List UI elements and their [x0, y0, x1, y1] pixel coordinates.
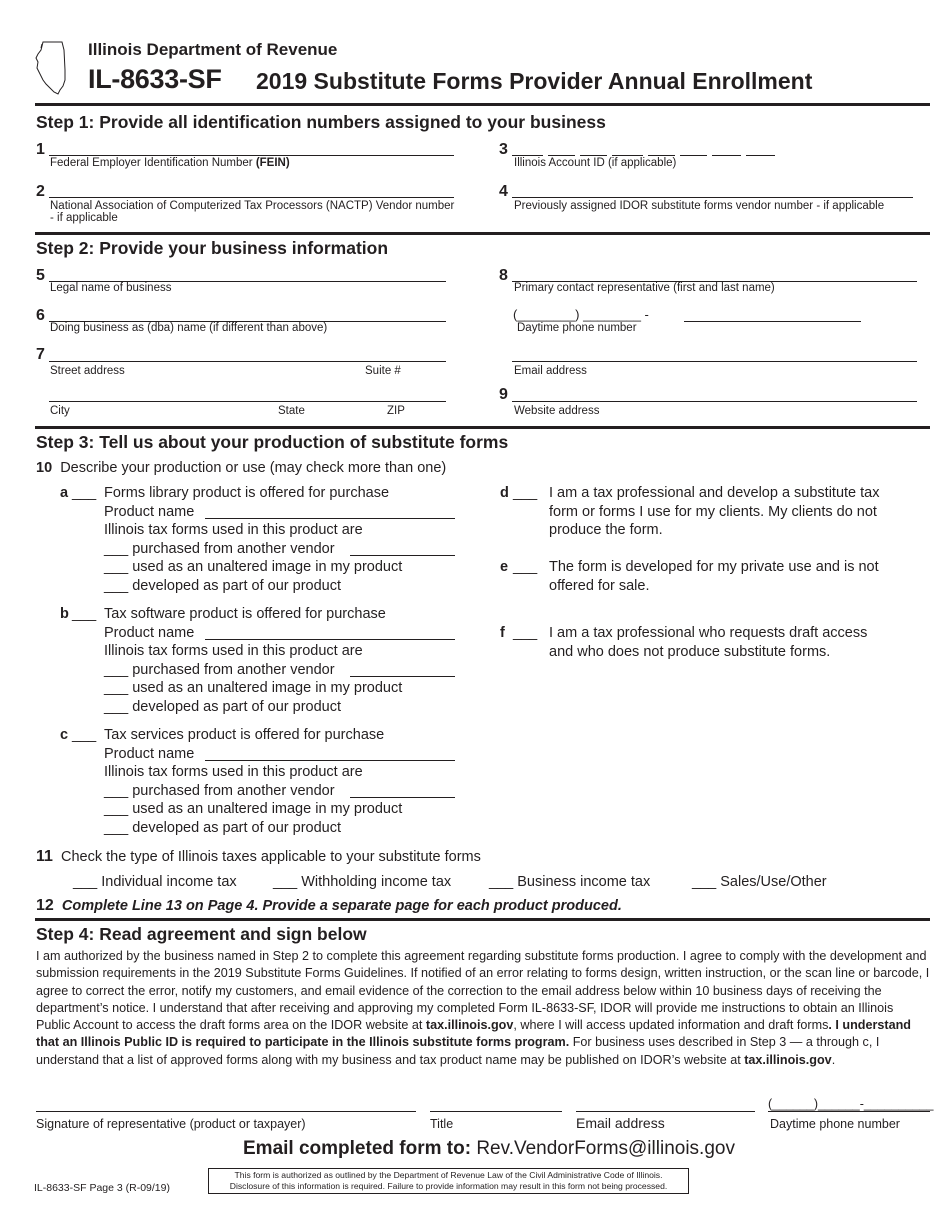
illinois-state-logo	[34, 40, 68, 101]
website-label: Website address	[514, 405, 600, 417]
step1-heading: Step 1: Provide all identification numbers assigned to your business	[36, 112, 606, 132]
disclosure-notice: This form is authorized as outlined by the Department of Revenue Law of the Civil Administrative Code of Illinois. Disclosure of this information is required. Failure to provide information may result in this form not being processed.	[208, 1168, 689, 1194]
sig-phone-underline	[768, 1111, 930, 1112]
idor-vendor-number-input[interactable]	[512, 197, 913, 198]
option-a-sub-1[interactable]: ___ purchased from another vendor	[104, 540, 335, 557]
option-a-sub-2[interactable]: ___ used as an unaltered image in my product	[104, 559, 403, 576]
option-b-sub-3[interactable]: ___ developed as part of our product	[104, 699, 342, 715]
option-c-product-name-input[interactable]	[205, 760, 455, 761]
submission-email-link[interactable]: Rev.VendorForms@illinois.gov	[476, 1138, 735, 1159]
option-b-checkbox[interactable]: ___	[72, 606, 97, 622]
nactp-label: National Association of Computerized Tax Processors (NACTP) Vendor number	[50, 200, 455, 212]
contact-name-label: Primary contact representative (first and last name)	[514, 282, 775, 294]
step2-heading: Step 2: Provide your business information	[36, 238, 389, 258]
divider	[35, 426, 930, 429]
title-label: Title	[430, 1117, 454, 1131]
daytime-phone-label: Daytime phone number	[517, 322, 637, 334]
nactp-label-2: - if applicable	[50, 212, 118, 224]
field-2-number: 2	[36, 183, 45, 200]
website-input[interactable]	[512, 401, 917, 402]
option-e-checkbox[interactable]: ___	[513, 559, 538, 575]
question-11: 11 Check the type of Illinois taxes applicable to your substitute forms	[36, 848, 481, 865]
option-c-sub-1[interactable]: ___ purchased from another vendor	[104, 782, 335, 799]
email-input[interactable]	[512, 361, 917, 362]
illinois-account-id-label: Illinois Account ID (if applicable)	[514, 157, 677, 169]
city-state-zip-input[interactable]	[49, 401, 446, 402]
option-c-sub-2[interactable]: ___ used as an unaltered image in my product	[104, 801, 403, 818]
fein-label: Federal Employer Identification Number (FEIN)	[50, 157, 290, 169]
tax-type-individual[interactable]: ___ Individual income tax	[73, 874, 237, 890]
option-d-checkbox[interactable]: ___	[513, 485, 538, 501]
city-label: City	[50, 405, 70, 417]
legal-name-label: Legal name of business	[50, 282, 172, 294]
title-input[interactable]	[430, 1111, 562, 1112]
field-9-number: 9	[499, 386, 508, 403]
field-5-number: 5	[36, 267, 45, 284]
step4-heading: Step 4: Read agreement and sign below	[36, 924, 367, 944]
street-address-label: Street address	[50, 365, 125, 377]
department-name: Illinois Department of Revenue	[88, 40, 338, 59]
email-label: Email address	[514, 365, 587, 377]
option-f-checkbox[interactable]: ___	[513, 625, 538, 641]
agreement-text: I am authorized by the business named in Step 2 to complete this agreement regarding substitute forms production. I agree to comply with the development and submission requirements in the 2019 Substitute Forms Guidelines. If notified of an error relating to forms design, written instruction, or the scan line or barcode, I agree to correct the error, notify my customers, and email evidence of the correction to the email address below within 10 business days of receiving the department’s notice. I understand that after receiving and approving my completed Form IL-8633-SF, IDOR will provide me instructions to obtain an Illinois Public Account to access the draft forms area on the IDOR website at tax.illinois.gov, where I will access updated information and draft forms. I understand that an Illinois Public ID is required to participate in the Illinois substitute forms program. For business uses described in Step 3 — a through c, I understand that a list of approved forms along with my business and tax product name may be published on IDOR’s website at tax.illinois.gov.	[36, 949, 930, 1067]
sig-email-input[interactable]	[576, 1111, 755, 1112]
field-4-number: 4	[499, 183, 508, 200]
idor-vendor-number-label: Previously assigned IDOR substitute forms vendor number - if applicable	[514, 200, 885, 212]
option-b-product-name-input[interactable]	[205, 639, 455, 640]
nactp-vendor-input[interactable]	[49, 197, 454, 198]
page-footer: IL-8633-SF Page 3 (R-09/19)	[34, 1182, 170, 1194]
question-10: 10 Describe your production or use (may check more than one)	[36, 460, 447, 476]
divider	[35, 918, 930, 921]
form-title: 2019 Substitute Forms Provider Annual Enrollment	[256, 68, 813, 94]
option-a-sub-3[interactable]: ___ developed as part of our product	[104, 578, 342, 594]
fein-input[interactable]	[49, 155, 454, 156]
sig-email-label: Email address	[576, 1115, 665, 1131]
field-7-number: 7	[36, 346, 45, 363]
step3-heading: Step 3: Tell us about your production of substitute forms	[36, 432, 509, 452]
option-a-checkbox[interactable]: ___	[72, 485, 97, 501]
question-12: 12 Complete Line 13 on Page 4. Provide a separate page for each product produced.	[36, 897, 622, 914]
signature-label: Signature of representative (product or taxpayer)	[36, 1117, 306, 1131]
street-address-input[interactable]	[49, 361, 446, 362]
field-8-number: 8	[499, 267, 508, 284]
sig-phone-input[interactable]: (______)______-__________	[768, 1097, 934, 1111]
divider	[35, 232, 930, 235]
zip-label: ZIP	[387, 405, 405, 417]
form-number: IL-8633-SF	[88, 64, 222, 94]
option-b-sub-1[interactable]: ___ purchased from another vendor	[104, 661, 335, 678]
option-c-checkbox[interactable]: ___	[72, 727, 97, 743]
field-1-number: 1	[36, 141, 45, 158]
phone-number-input[interactable]	[684, 321, 861, 322]
field-6-number: 6	[36, 307, 45, 324]
tax-type-sales-use[interactable]: ___ Sales/Use/Other	[692, 874, 827, 890]
suite-label: Suite #	[365, 365, 401, 377]
field-3-number: 3	[499, 141, 508, 158]
state-label: State	[278, 405, 305, 417]
illinois-account-id-input[interactable]	[512, 141, 777, 157]
option-a-product-name-input[interactable]	[205, 518, 455, 519]
tax-type-withholding[interactable]: ___ Withholding income tax	[273, 874, 452, 890]
tax-type-business[interactable]: ___ Business income tax	[489, 874, 651, 890]
dba-name-label: Doing business as (dba) name (if different than above)	[50, 322, 328, 334]
email-completed-form: Email completed form to: Rev.VendorForms@illinois.gov	[243, 1138, 735, 1159]
signature-input[interactable]	[36, 1111, 416, 1112]
option-b-sub-2[interactable]: ___ used as an unaltered image in my product	[104, 680, 403, 697]
phone-area-code-input[interactable]: (________) ________ -	[513, 307, 649, 322]
sig-phone-label: Daytime phone number	[770, 1117, 900, 1131]
divider	[35, 103, 930, 106]
option-c-sub-3[interactable]: ___ developed as part of our product	[104, 820, 342, 836]
